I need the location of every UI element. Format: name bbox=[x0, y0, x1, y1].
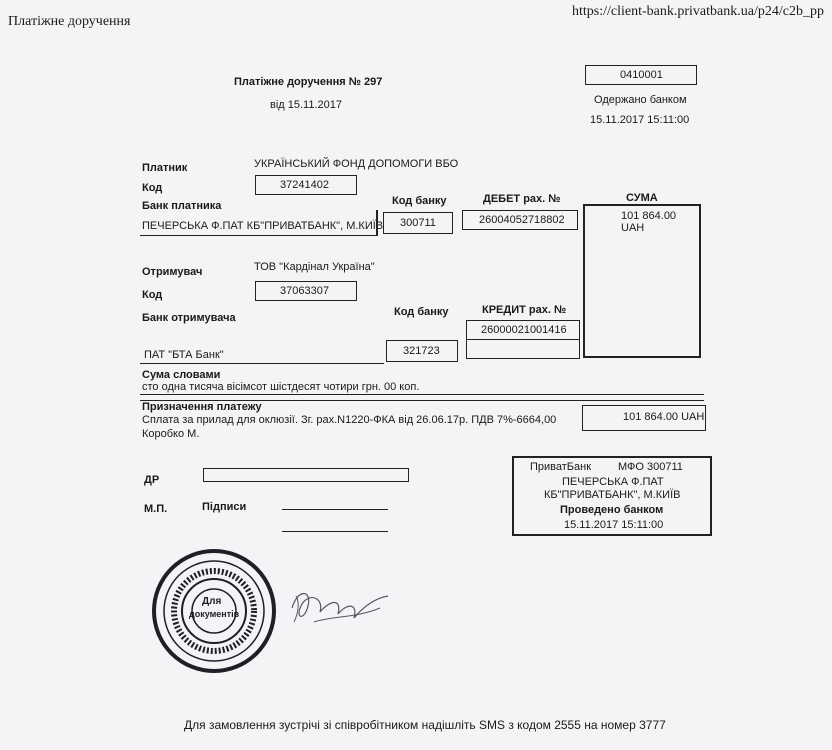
signatures-label: Підписи bbox=[202, 501, 247, 513]
debit-account: 26004052718802 bbox=[479, 214, 565, 226]
form-code-box bbox=[585, 65, 697, 85]
bank-stamp bbox=[512, 456, 712, 536]
seal-center-line1: Для bbox=[202, 596, 222, 607]
purpose-line-1: Сплата за прилад для оклюзії. Зг. рах.N1220-ФКА від 26.06.17р. ПДВ 7%-6664,00 bbox=[142, 414, 557, 426]
bottom-notice: Для замовлення зустрічі зі співробітником надішліть SMS з кодом 2555 на номер 3777 bbox=[184, 718, 666, 732]
credit-account-box bbox=[466, 320, 580, 340]
amount-box bbox=[583, 204, 701, 358]
payer-label: Платник bbox=[142, 162, 188, 174]
purpose-amount-box bbox=[582, 405, 706, 431]
credit-label: КРЕДИТ рах. № bbox=[482, 304, 567, 316]
print-page-title: Платіжне доручення bbox=[8, 14, 131, 29]
credit-account-box-2 bbox=[466, 339, 580, 359]
payer-name: УКРАЇНСЬКИЙ ФОНД ДОПОМОГИ ВБО bbox=[254, 158, 459, 170]
bank-stamp-line4: Проведено банком bbox=[560, 504, 664, 516]
seal-center-line2: документів bbox=[189, 609, 240, 619]
amount-label: СУМА bbox=[626, 192, 658, 204]
debit-label: ДЕБЕТ рах. № bbox=[483, 193, 561, 205]
recipient-bank-name: ПАТ "БТА Банк" bbox=[144, 349, 224, 361]
recipient-bank-label: Банк отримувача bbox=[142, 312, 236, 324]
payer-bank-code-box bbox=[383, 212, 453, 234]
recipient-bank-code-box bbox=[386, 340, 458, 362]
payer-bank-divider bbox=[376, 210, 378, 236]
recipient-name: ТОВ "Кардінал Україна" bbox=[254, 261, 375, 273]
bank-stamp-line3: КБ"ПРИВАТБАНК", М.КИЇВ bbox=[544, 489, 681, 501]
purpose-amount: 101 864.00 UAH bbox=[623, 411, 705, 423]
payer-bank-code-label: Код банку bbox=[392, 195, 447, 207]
debit-account-box bbox=[462, 210, 578, 230]
mp-label: М.П. bbox=[144, 503, 168, 515]
company-seal bbox=[152, 549, 276, 673]
form-code: 0410001 bbox=[620, 69, 663, 81]
payer-code: 37241402 bbox=[280, 179, 329, 191]
amount-value: 101 864.00 UAH bbox=[621, 210, 677, 234]
recipient-code-label: Код bbox=[142, 289, 163, 301]
payer-code-label: Код bbox=[142, 182, 163, 194]
recipient-bank-code-label: Код банку bbox=[394, 306, 449, 318]
bank-stamp-line5: 15.11.2017 15:11:00 bbox=[564, 519, 664, 531]
recipient-label: Отримувач bbox=[142, 266, 203, 278]
bank-stamp-line2: ПЕЧЕРСЬКА Ф.ПАТ bbox=[562, 476, 664, 488]
print-url: https://client-bank.privatbank.ua/p24/c2b_pp bbox=[572, 4, 824, 19]
amount-words-label: Сума словами bbox=[142, 369, 221, 381]
payer-code-box bbox=[255, 175, 357, 195]
purpose-label: Призначення платежу bbox=[142, 401, 262, 413]
recipient-code-box bbox=[255, 281, 357, 301]
payer-bank-label: Банк платника bbox=[142, 200, 222, 212]
recipient-bank-underline bbox=[140, 363, 384, 364]
payer-bank-underline bbox=[140, 235, 376, 236]
bank-stamp-mfo: МФО 300711 bbox=[618, 461, 683, 473]
received-datetime: 15.11.2017 15:11:00 bbox=[590, 114, 690, 126]
recipient-code: 37063307 bbox=[280, 285, 329, 297]
recipient-bank-code: 321723 bbox=[403, 345, 440, 357]
amount-words-text: сто одна тисяча вісімсот шістдесят чотири грн. 00 коп. bbox=[142, 381, 420, 393]
bank-stamp-bank: ПриватБанк bbox=[530, 461, 592, 473]
purpose-line-2: Коробко М. bbox=[142, 428, 200, 440]
dr-field bbox=[203, 468, 409, 482]
handwritten-signature bbox=[284, 578, 394, 638]
credit-account: 26000021001416 bbox=[481, 324, 567, 336]
payer-bank-code: 300711 bbox=[400, 217, 436, 229]
received-label: Одержано банком bbox=[594, 94, 687, 106]
document-date: від 15.11.2017 bbox=[270, 99, 342, 111]
payer-bank-name: ПЕЧЕРСЬКА Ф.ПАТ КБ"ПРИВАТБАНК", М.КИЇВ bbox=[142, 220, 384, 232]
signature-line-2 bbox=[282, 531, 388, 532]
amount-words-underline bbox=[140, 394, 704, 395]
dr-label: ДР bbox=[144, 474, 160, 486]
signature-line-1 bbox=[282, 509, 388, 510]
document-title: Платіжне доручення № 297 bbox=[234, 76, 383, 88]
